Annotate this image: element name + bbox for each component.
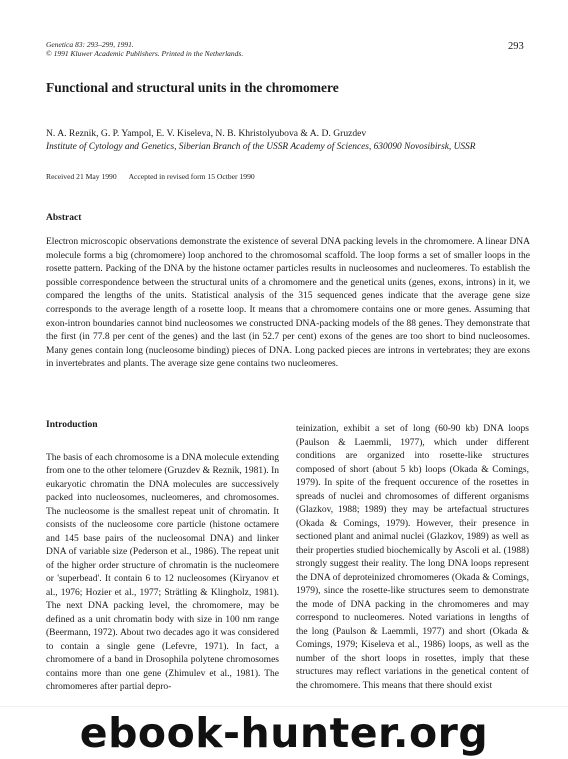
- abstract-text: Electron microscopic observations demonstrate the existence of several DNA packing levels in the chromomere. A linear DNA molecule forms a big (chromomere) loop anchored to the chromosomal scaffold. The loop forms a set of smaller loops in the rosette pattern. Packing of the DNA by the histone octamer particles results in nucleosomes and nucleomeres. To establish the possible correspondence between the structural units of a chromomere and the genetical units (genes, exons, introns) in it, we compared the lengths of the units. Statistical analysis of the 315 sequenced genes indicate that the average gene size corresponds to the average length of a rosette loop. It means that a chromomere contains one or more genes. Assuming that exon-intron boundaries cannot bind nucleosomes we constructed DNA-packing models of the 88 genes. They demonstrate that the first (in 77.8 per cent of the genes) and the last (in 52.7 per cent) exons of the genes are too short to bind nucleosomes. Many genes contain long (nucleosome binding) pieces of DNA. Long packed pieces are introns in vertebrates; they are exons in invertebrates and plants. The average size gene contains two nucleomeres.: [46, 237, 530, 370]
- watermark-banner: [0, 706, 568, 759]
- abstract-heading: Abstract: [46, 213, 82, 223]
- watermark-text: ebook-hunter.org: [79, 709, 489, 757]
- introduction-heading: Introduction: [46, 420, 98, 430]
- introduction-right-column: [296, 423, 529, 693]
- page-number: 293: [508, 41, 524, 52]
- journal-citation: [46, 40, 243, 58]
- introduction-left-text: The basis of each chromosome is a DNA molecule extending from one to the other telomere (Gruzdev & Reznik, 1981). In eukaryotic chromatin the DNA molecules are successively packed into nucleosomes, nucleomeres, and chromosomes. The nucleosome is the smallest repeat unit of chromatin. It consists of the nucleosome core particle (histone octamere and 145 base pairs of the nucleosomal DNA) and linker DNA of variable size (Pederson et al., 1986). The repeat unit of the higher order structure of chromatin is the nucleomere or 'superbead'. It contain 6 to 12 nucleosomes (Kiryanov et al., 1976; Hozier et al., 1977; Strätling & Klingholz, 1981). The next DNA packing level, the chromomere, may be defined as a unit chromatin body with size in 100 nm range (Beermann, 1972). About two decades ago it was considered to contain a single gene (Lefevre, 1971). In fact, a chromomere of a band in Drosophila polytene chromosomes contains more than one gene (Zhimulev et al., 1981). The chromomeres after partial depro-: [46, 452, 279, 692]
- journal-line-2: © 1991 Kluwer Academic Publishers. Printed in the Netherlands.: [46, 49, 244, 58]
- article-title: Functional and structural units in the chromomere: [46, 80, 339, 95]
- introduction-right-text: teinization, exhibit a set of long (60-90 kb) DNA loops (Paulson & Laemmli, 1977), which under different conditions are organized into rosette-like structures composed of short (about 5 kb) loops (Okada & Comings, 1979). In spite of the frequent occurence of the rosettes in spreads of nuclei and chromosomes of different organisms (Glazkov, 1988; 1989) they may be artefactual structures (Okada & Comings, 1979). However, their presence in sectioned plant and animal nuclei (Glazkov, 1989) as well as their properties studied biochemically by Ascoli et al. (1988) strongly suggest their reality. The long DNA loops represent the DNA of deproteinized chromomeres (Okada & Comings, 1979), since the rosette-like structures seem to demonstrate the mode of DNA packing in the chromomeres and may correspond to nucleomeres. Noted variations in lengths of the long (Paulson & Laemmli, 1977) and short (Okada & Comings, 1979; Kiseleva et al., 1986) loops, as well as the number of the short loops in rosettes, imply that these structures may reflect variations in the genetical content of the chromomere. This means that there should exist: [296, 424, 529, 691]
- received-dates: [46, 172, 255, 181]
- journal-line-1: Genetica 83: 293–299, 1991.: [46, 40, 134, 49]
- received-date: Received 21 May 1990: [46, 172, 117, 181]
- accepted-date: Accepted in revised form 15 Octber 1990: [128, 172, 255, 181]
- author-list: N. A. Reznik, G. P. Yampol, E. V. Kiseleva, N. B. Khristolyubova & A. D. Gruzdev: [46, 128, 367, 139]
- affiliation: Institute of Cytology and Genetics, Siberian Branch of the USSR Academy of Sciences, 630090 Novosibirsk, USSR: [46, 142, 476, 152]
- introduction-left-column: [46, 419, 279, 695]
